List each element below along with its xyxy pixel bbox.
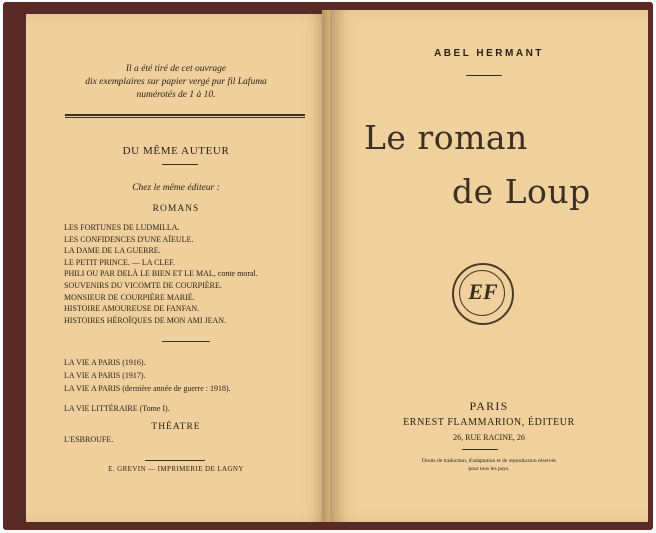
limited-edition-note	[26, 63, 326, 102]
divider	[145, 460, 205, 461]
novels-heading: ROMANS	[152, 204, 200, 214]
list-item: MONSIEUR DE COURPIÈRE MARIÉ.	[64, 292, 195, 302]
divider	[65, 114, 305, 116]
note-line: numérotés de 1 à 10.	[136, 90, 216, 100]
note-line: dix exemplaires sur papier vergé pur fil Lafuma	[85, 77, 267, 87]
list-item: HISTOIRE AMOUREUSE DE FANFAN.	[64, 304, 200, 314]
list-item: L'ESBROUFE.	[64, 435, 114, 444]
divider	[65, 117, 305, 118]
publisher-logo	[452, 263, 514, 325]
book-title-line-1: Le roman	[364, 118, 528, 157]
rights-line: pour tous les pays.	[468, 466, 510, 472]
rights-line: Droits de traduction, d'adaptation et de reproduction réservés	[421, 458, 557, 464]
publisher-name: ERNEST FLAMMARION, ÉDITEUR	[403, 417, 575, 428]
list-item: LE PETIT PRINCE. — LA CLEF.	[64, 257, 175, 267]
literary-life-item: LA VIE LITTÉRAIRE (Tome I).	[64, 404, 170, 413]
rights-notice	[330, 457, 648, 473]
printer-imprint: E. GREVIN — IMPRIMERIE DE LAGNY	[108, 465, 244, 473]
list-item: HISTOIRES HÉROÏQUES DE MON AMI JEAN.	[64, 315, 227, 325]
list-item: LA VIE A PARIS (dernière année de guerre : 1918).	[64, 384, 231, 393]
section-heading: DU MÊME AUTEUR	[122, 145, 230, 157]
novels-list	[64, 222, 314, 326]
list-item: LES CONFIDENCES D'UNE AÏEULE.	[64, 234, 194, 244]
list-item: LA VIE A PARIS (1916).	[64, 358, 146, 367]
list-item: LES FORTUNES DE LUDMILLA.	[64, 223, 180, 232]
logo-monogram: EF	[468, 279, 498, 304]
publisher-city: PARIS	[469, 399, 509, 413]
divider	[462, 449, 498, 450]
list-item: SOUVENIRS DU VICOMTE DE COURPIÈRE.	[64, 280, 222, 290]
list-item: PHILI OU PAR DELÀ LE BIEN ET LE MAL, conte moral.	[64, 269, 258, 279]
author-name: ABEL HERMANT	[434, 48, 544, 59]
publisher-note: Chez le même éditeur :	[132, 183, 220, 193]
list-item: LA DAME DE LA GUERRE.	[64, 246, 161, 256]
note-line: Il a été tiré de cet ouvrage	[125, 64, 227, 74]
divider	[162, 341, 210, 342]
divider	[466, 75, 502, 76]
theatre-heading: THÉATRE	[151, 422, 201, 432]
list-item: LA VIE A PARIS (1917).	[64, 371, 146, 380]
divider	[162, 164, 198, 165]
paris-works-list	[64, 356, 314, 395]
publisher-address: 26, RUE RACINE, 26	[453, 433, 525, 442]
book-title-line-2: de Loup	[452, 172, 591, 211]
